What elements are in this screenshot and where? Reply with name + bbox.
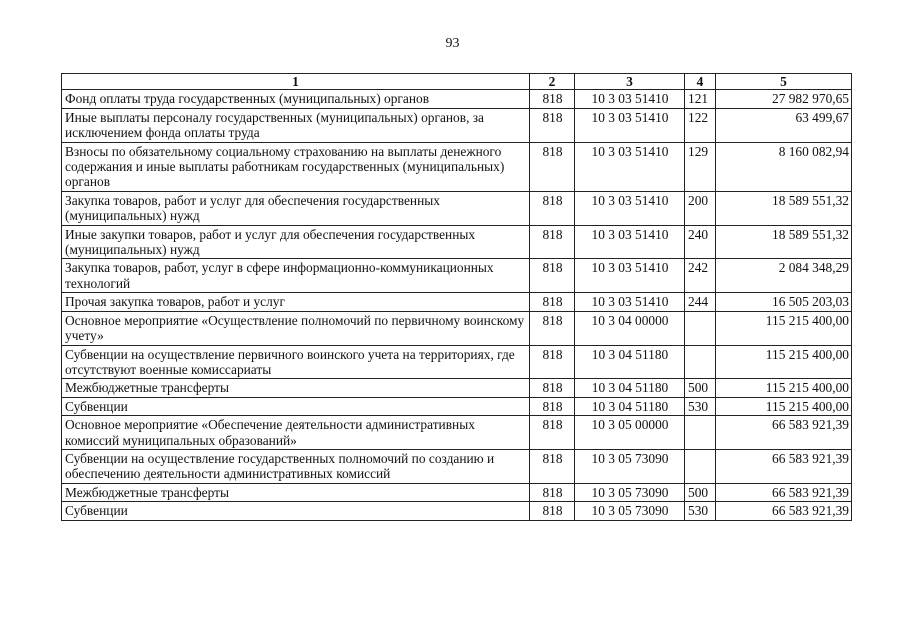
expense-type-code: 129 [685,142,716,191]
amount: 66 583 921,39 [716,483,852,501]
expense-type-code [685,311,716,345]
amount: 115 215 400,00 [716,379,852,397]
target-article-code: 10 3 03 51410 [575,191,685,225]
target-article-code: 10 3 04 00000 [575,311,685,345]
item-name: Субвенции [62,502,530,520]
target-article-code: 10 3 03 51410 [575,142,685,191]
target-article-code: 10 3 03 51410 [575,108,685,142]
ministry-code: 818 [530,293,575,311]
table-row [62,397,852,415]
expense-type-code: 530 [685,502,716,520]
target-article-code: 10 3 03 51410 [575,293,685,311]
item-name: Иные выплаты персоналу государственных (муниципальных) органов, за исключением фонда оплаты труда [62,108,530,142]
target-article-code: 10 3 03 51410 [575,90,685,108]
item-name: Закупка товаров, работ и услуг для обеспечения государственных (муниципальных) нужд [62,191,530,225]
ministry-code: 818 [530,483,575,501]
amount: 18 589 551,32 [716,225,852,259]
amount: 115 215 400,00 [716,397,852,415]
amount: 66 583 921,39 [716,416,852,450]
amount: 115 215 400,00 [716,311,852,345]
ministry-code: 818 [530,259,575,293]
target-article-code: 10 3 05 73090 [575,502,685,520]
ministry-code: 818 [530,379,575,397]
table-row [62,311,852,345]
ministry-code: 818 [530,416,575,450]
table-row [62,108,852,142]
expense-type-code [685,449,716,483]
amount: 2 084 348,29 [716,259,852,293]
expense-type-code: 122 [685,108,716,142]
expense-type-code: 240 [685,225,716,259]
amount: 66 583 921,39 [716,449,852,483]
item-name: Субвенции на осуществление государственных полномочий по созданию и обеспечению деятельности административных комиссий [62,449,530,483]
ministry-code: 818 [530,225,575,259]
amount: 66 583 921,39 [716,502,852,520]
table-row [62,345,852,379]
expense-type-code: 500 [685,483,716,501]
ministry-code: 818 [530,449,575,483]
table-row [62,191,852,225]
item-name: Межбюджетные трансферты [62,379,530,397]
header-col-5: 5 [716,74,852,90]
amount: 8 160 082,94 [716,142,852,191]
ministry-code: 818 [530,311,575,345]
table-row [62,379,852,397]
table-row [62,90,852,108]
ministry-code: 818 [530,90,575,108]
target-article-code: 10 3 05 73090 [575,449,685,483]
header-col-3: 3 [575,74,685,90]
header-col-2: 2 [530,74,575,90]
item-name: Прочая закупка товаров, работ и услуг [62,293,530,311]
table-row [62,416,852,450]
item-name: Межбюджетные трансферты [62,483,530,501]
item-name: Субвенции [62,397,530,415]
amount: 115 215 400,00 [716,345,852,379]
target-article-code: 10 3 03 51410 [575,225,685,259]
ministry-code: 818 [530,191,575,225]
item-name: Закупка товаров, работ, услуг в сфере информационно-коммуникационных технологий [62,259,530,293]
expense-type-code: 244 [685,293,716,311]
table-row [62,225,852,259]
expense-type-code: 200 [685,191,716,225]
expense-type-code: 242 [685,259,716,293]
ministry-code: 818 [530,397,575,415]
expense-type-code: 500 [685,379,716,397]
table-row [62,142,852,191]
target-article-code: 10 3 04 51180 [575,345,685,379]
item-name: Основное мероприятие «Обеспечение деятельности административных комиссий муниципальных образований» [62,416,530,450]
target-article-code: 10 3 04 51180 [575,397,685,415]
expense-type-code: 121 [685,90,716,108]
amount: 27 982 970,65 [716,90,852,108]
header-col-1: 1 [62,74,530,90]
budget-table [61,73,852,521]
table-row [62,449,852,483]
item-name: Основное мероприятие «Осуществление полномочий по первичному воинскому учету» [62,311,530,345]
table-row [62,293,852,311]
header-col-4: 4 [685,74,716,90]
table-row [62,502,852,520]
table-row [62,259,852,293]
ministry-code: 818 [530,108,575,142]
header-row [62,74,852,90]
item-name: Взносы по обязательному социальному страхованию на выплаты денежного содержания и иные выплаты работникам государственных (муниципальных) органов [62,142,530,191]
amount: 16 505 203,03 [716,293,852,311]
item-name: Субвенции на осуществление первичного воинского учета на территориях, где отсутствуют военные комиссариаты [62,345,530,379]
target-article-code: 10 3 05 00000 [575,416,685,450]
target-article-code: 10 3 05 73090 [575,483,685,501]
expense-type-code: 530 [685,397,716,415]
ministry-code: 818 [530,345,575,379]
table-row [62,483,852,501]
table-body [62,90,852,520]
expense-type-code [685,416,716,450]
amount: 18 589 551,32 [716,191,852,225]
target-article-code: 10 3 04 51180 [575,379,685,397]
ministry-code: 818 [530,142,575,191]
target-article-code: 10 3 03 51410 [575,259,685,293]
item-name: Фонд оплаты труда государственных (муниципальных) органов [62,90,530,108]
page-number: 93 [445,36,460,51]
amount: 63 499,67 [716,108,852,142]
ministry-code: 818 [530,502,575,520]
item-name: Иные закупки товаров, работ и услуг для обеспечения государственных (муниципальных) нужд [62,225,530,259]
expense-type-code [685,345,716,379]
